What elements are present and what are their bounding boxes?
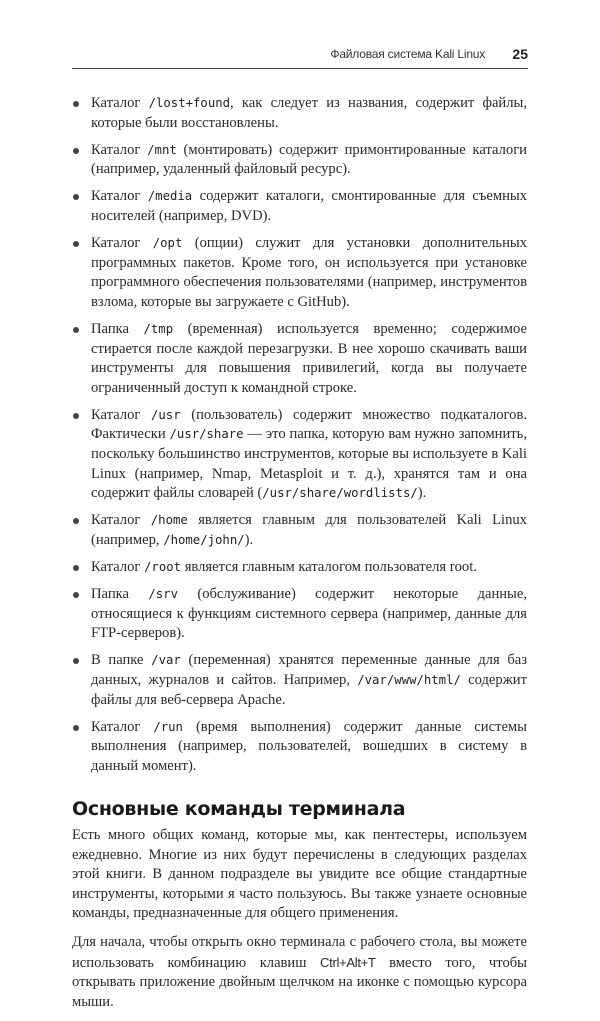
list-item-text: является главным каталогом пользователя root. (181, 558, 477, 575)
path-code: /home/john/ (163, 532, 245, 547)
page-number: 25 (512, 46, 528, 62)
path-code: /run (153, 719, 183, 734)
list-item-text: Папка (91, 586, 149, 603)
list-item-text: (переменная) хранятся переменные данные для баз данных, журналов и сайтов. Например, (91, 652, 527, 688)
list-item-text: Каталог (91, 512, 151, 529)
path-code: /media (147, 189, 193, 204)
list-item-text: Каталог (91, 718, 154, 735)
list-item-text: Каталог (91, 235, 153, 252)
paragraph: Есть много общих команд, которые мы, как пентестеры, используем ежедневно. Многие из них будут перечислены в следующих разделах этой книги. В данном подразделе вы увидите все общие стандартные инструменты, которыми я часто пользуюсь. Вы также узнаете основные команды, предназначенные для общего применения. (72, 827, 527, 922)
path-code: /usr (151, 407, 181, 422)
list-item-text: Каталог (91, 188, 148, 205)
list-item-text: содержит файлы для веб-сервера Apache. (91, 671, 527, 708)
list-item-text: (обслуживание) содержит некоторые данные, относящиеся к функциям системного сервера (например, данные для FTP-серверов). (91, 586, 527, 642)
list-item-text: (опции) служит для установки дополнительных программных пакетов. Кроме того, он используется при установке программного обеспечения пользователями (например, инструментов взлома, которые вы загружаете с GitHub). (91, 235, 527, 310)
path-code: /home (150, 513, 188, 528)
page-body (72, 94, 527, 1021)
list-item-text: , как следует из названия, содержит файлы, которые были восстановлены. (91, 95, 527, 131)
list-item-text: содержит каталоги, смонтированные для съемных носителей (например, DVD). (91, 188, 527, 224)
running-header (72, 46, 528, 69)
list-item-text: В папке (91, 652, 152, 669)
keyboard-shortcut: Ctrl+Alt+T (320, 954, 376, 970)
running-header-title: Файловая система Kali Linux (330, 47, 486, 61)
list-item (72, 511, 527, 550)
section-heading: Основные команды терминала (72, 798, 406, 821)
list-item-text: Каталог (91, 95, 149, 111)
list-item-text: ). (417, 485, 427, 502)
path-code: /lost+found (148, 96, 231, 110)
path-code: /var/www/html/ (357, 672, 461, 687)
path-code: /srv (148, 587, 178, 602)
list-item (72, 406, 527, 504)
path-code: /tmp (143, 321, 174, 336)
list-item (72, 558, 527, 578)
list-item (72, 718, 527, 777)
path-code: /opt (152, 236, 183, 251)
list-item-text: ). (244, 531, 254, 548)
list-item-text: (время выполнения) содержит данные системы выполнения (например, пользователей, вошедших в систему в данный момент). (91, 718, 527, 774)
list-item (72, 94, 527, 133)
list-item (72, 651, 527, 710)
path-code: /var (151, 653, 181, 668)
paragraph-text: Для начала, чтобы открыть окно терминала с рабочего стола, вы можете использовать комбинацию клавиш (72, 933, 527, 971)
list-item-text: Каталог (91, 406, 151, 423)
path-code: /root (144, 559, 182, 574)
list-item-text: — это папка, которую вам нужно запомнить, поскольку большинство инструментов, которые вы используете в Kali Linux (например, Nmap, Metasploit и т. д.), хранятся там и она содержит файлы словарей ( (91, 426, 527, 502)
path-code: /usr/share (169, 427, 244, 442)
path-code: /usr/share/wordlists/ (262, 486, 418, 501)
list-item (72, 585, 527, 644)
list-item (72, 141, 527, 180)
list-item-text: Каталог (91, 558, 145, 575)
list-item-text: Папка (91, 320, 144, 337)
path-code: /mnt (147, 142, 177, 157)
list-item-text: (монтировать) содержит примонтированные каталоги (например, удаленный файловый ресурс). (91, 141, 527, 178)
list-item-text: Каталог (91, 141, 148, 158)
list-item (72, 320, 527, 398)
directory-list (72, 94, 527, 776)
list-item-text: (пользователь) содержит множество подкаталогов. Фактически (91, 406, 527, 443)
paragraph (72, 933, 527, 1012)
list-item-text: является главным для пользователей Kali Linux (например, (91, 512, 527, 548)
list-item-text: (временная) используется временно; содержимое стирается после каждой перезагрузки. В нее хорошо скачивать ваши инструменты для повышения привилегий, когда вы получаете ограниченный доступ к командной строке. (91, 320, 527, 396)
list-item (72, 234, 527, 312)
paragraph-text: вместо того, чтобы открывать приложение двойным щелчком на иконке с помощью курсора мыши. (72, 954, 527, 1010)
list-item (72, 187, 527, 226)
